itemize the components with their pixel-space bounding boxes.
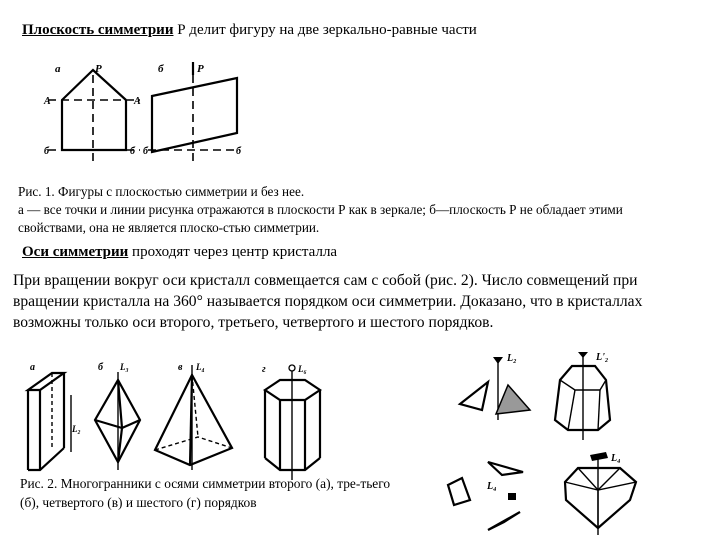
caption-1-line-1: Рис. 1. Фигуры с плоскостью симметрии и без нее. [18,184,305,199]
fig1-label-b2-right: б [236,146,241,157]
fig2-label-b: б [98,362,103,373]
fig1-label-A-left: А [44,96,51,107]
fig1-label-a: а [55,63,61,75]
figure-2-caption: Рис. 2. Многогранники с осями симметрии второго (а), тре-тьего (б), четвертого (в) и шестого (г) порядков [20,476,391,510]
fig3-axis-top-left: L₂ [507,353,517,364]
fig3-left-bottom-crystals [448,462,523,530]
fig2-label-a: а [30,362,35,373]
fig1-label-p-right: Р [197,63,204,75]
fig2-prism-a [28,373,71,470]
fig2-axis-l4: L₄ [196,362,205,372]
fig1-label-b-left: б [44,146,49,157]
fig1-label-b-right: б [130,146,135,157]
rotation-paragraph: При вращении вокруг оси кристалл совмещается сам с собой (рис. 2). Число совмещений при вращении кристалла на 360° называется порядком оси симметрии. Доказано, что в кристаллах возможны только оси второго, третьего, четвертого и шестого порядков. [13,272,643,331]
fig3-axis-bottom-right: L₄ [611,453,621,464]
fig2-axis-l3: L₃ [120,362,129,372]
heading-term: Плоскость симметрии [22,22,174,38]
fig1-asymmetric-shape [148,62,240,165]
fig2-axis-l6: L₆ [298,364,307,374]
caption-1-line-2: а — все точки и линии рисунка отражаются в плоскости Р как в зеркале; б—плоскость Р не обладает этими свойствами, она не является плоско-стью симметрии. [18,202,623,235]
heading-rest: Р делит фигуру на две зеркально-равные части [173,22,477,38]
fig1-label-b: б [158,63,164,75]
fig1-label-A-right: А [134,96,141,107]
fig3-axis-mid: L₄ [487,481,497,492]
fig2-axis-l2: L₂ [72,424,81,434]
fig3-left-top-crystals [460,357,530,420]
fig2-label-g: г [262,364,266,375]
fig1-label-p-left: Р [95,63,102,75]
heading-2-rest: проходят через центр кристалла [128,244,338,260]
fig3-right-bottom-crystal [565,452,636,535]
figure-1-caption [18,183,678,237]
fig1-label-b2-left: б [143,146,148,157]
fig1-symmetric-shape [48,70,140,165]
fig2-label-v: в [178,362,183,373]
fig2-bipyramid-b [95,372,140,470]
fig2-pyramid-v [155,365,232,470]
fig3-right-top-crystal [555,352,610,440]
heading-2-term: Оси симметрии [22,244,129,260]
axes-symmetry-heading [22,244,337,261]
fig2-hexprism-g [265,365,320,480]
fig3-axis-top-right: L'₂ [596,352,609,363]
